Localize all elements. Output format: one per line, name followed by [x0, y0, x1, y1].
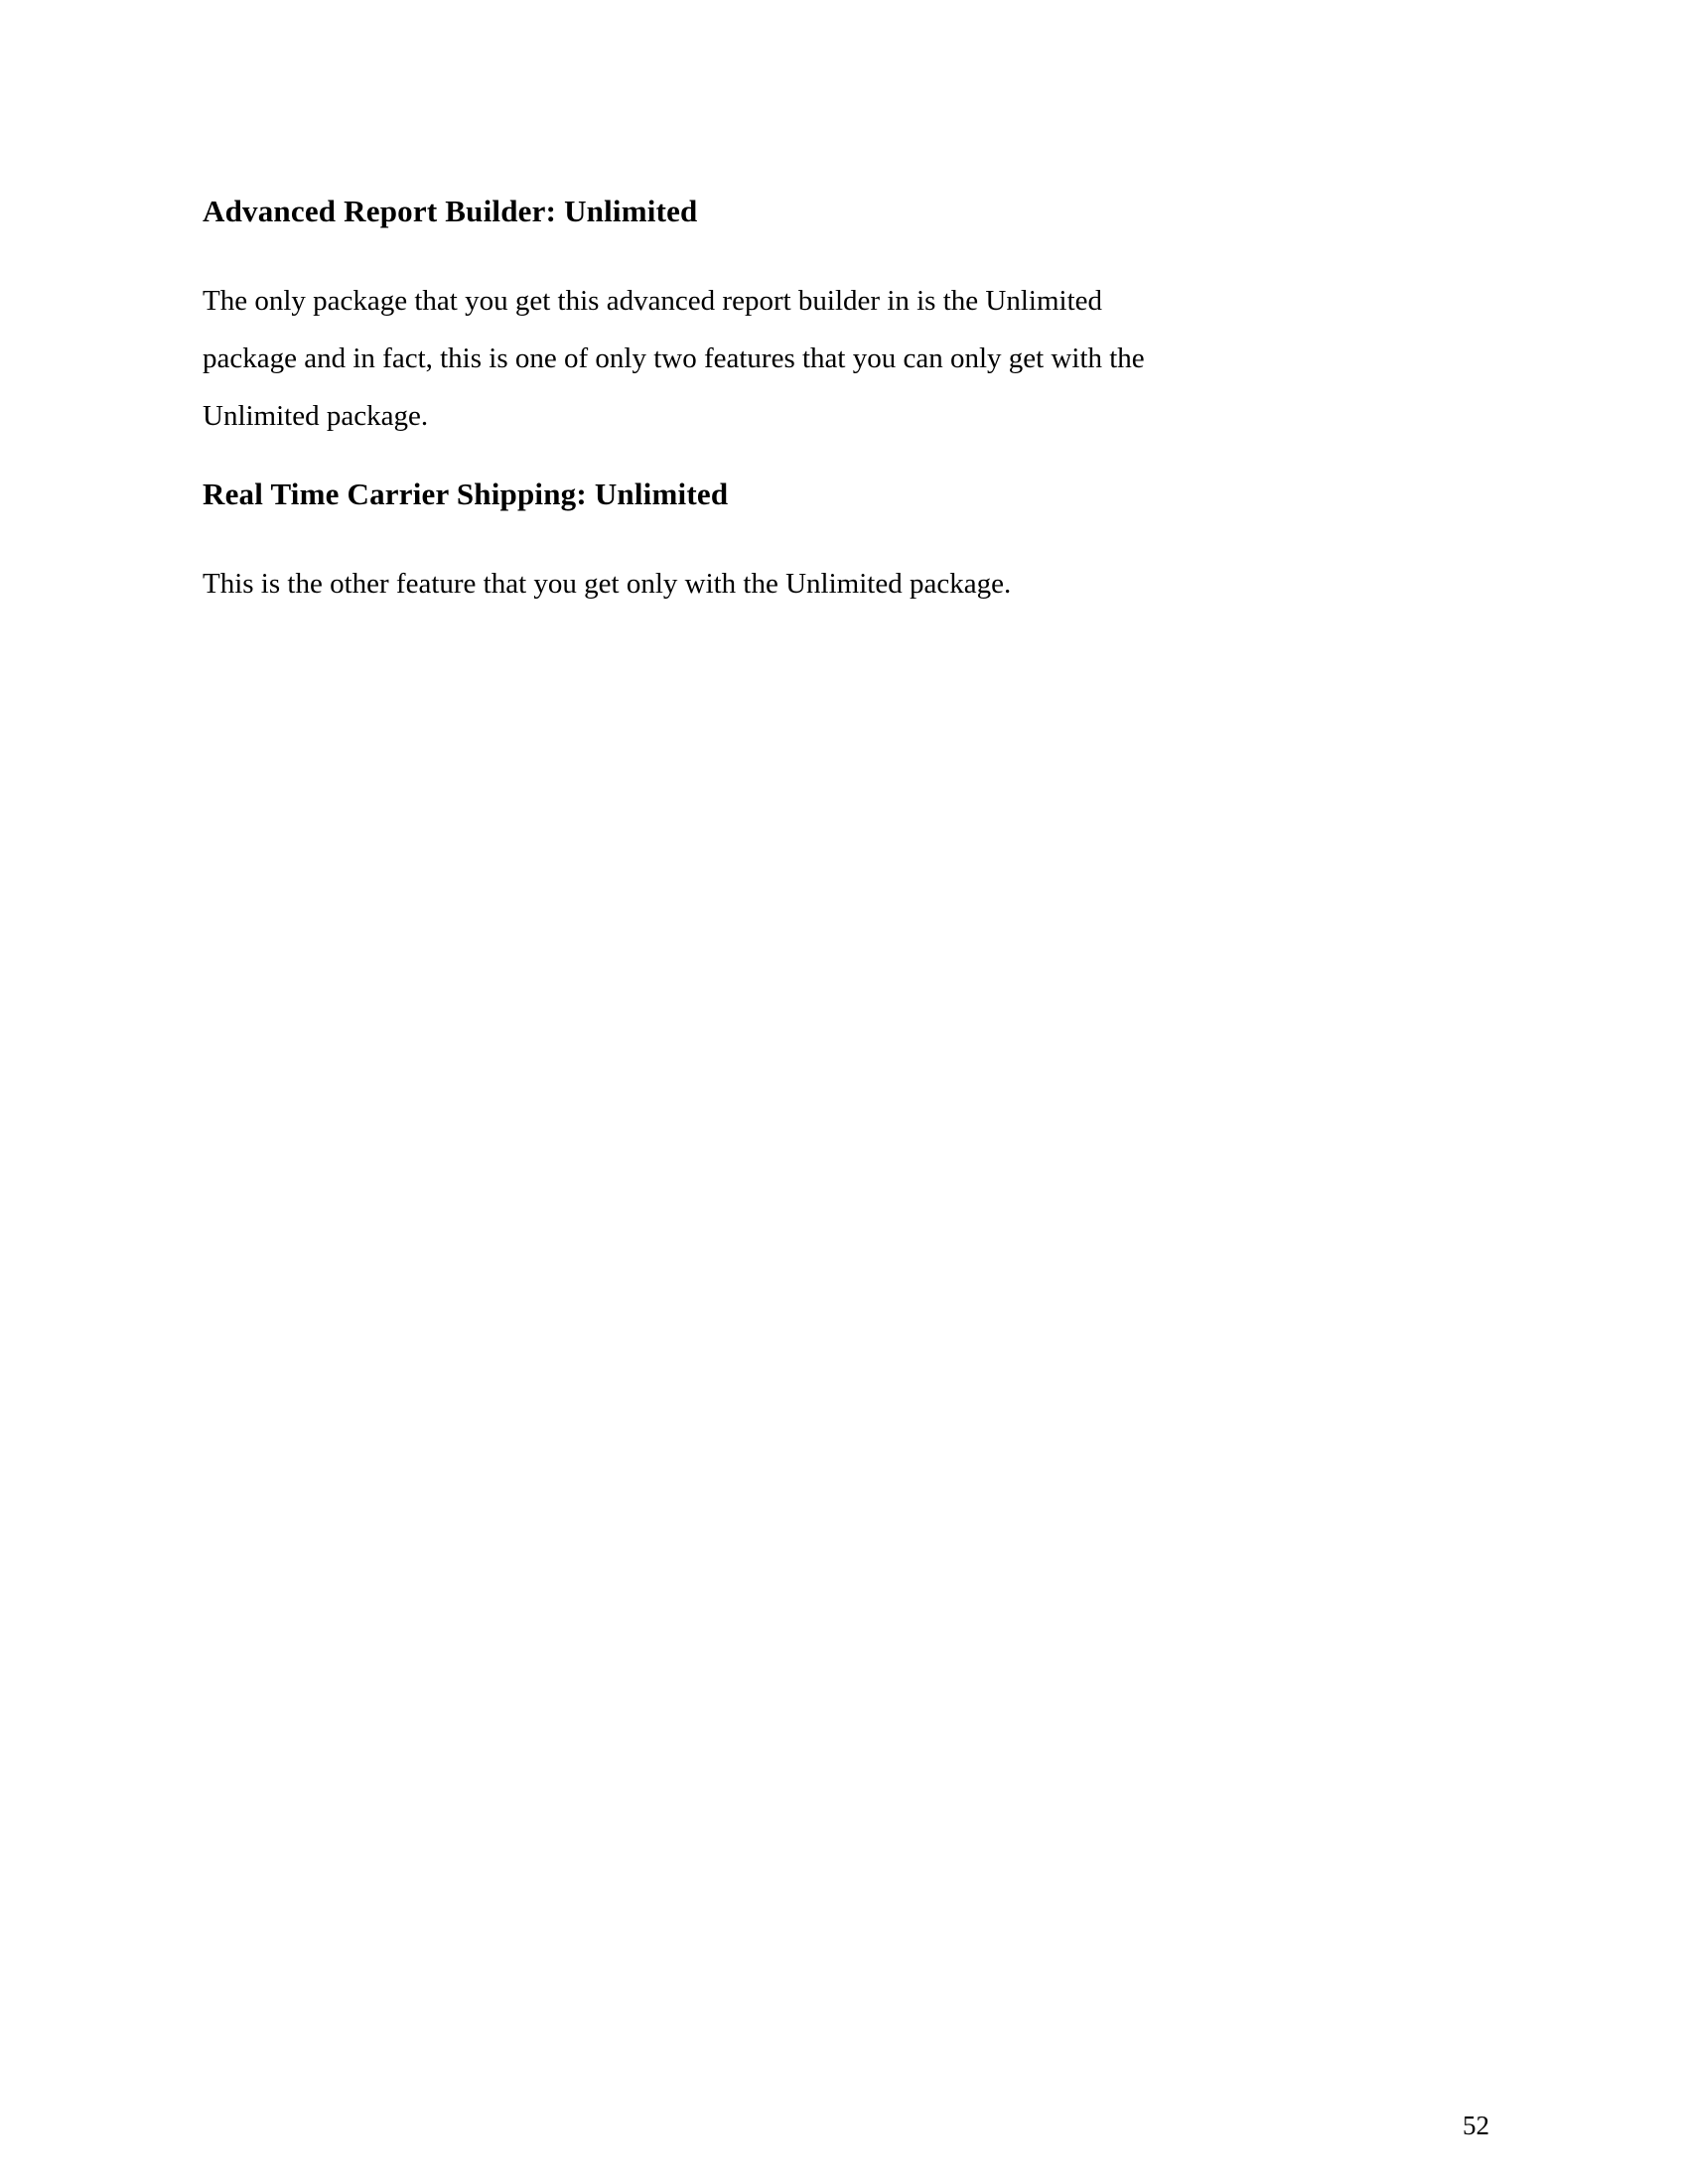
page-content: [203, 191, 1390, 613]
paragraph-line: This is the other feature that you get only with the Unlimited package.: [203, 568, 1012, 600]
section-heading-advanced-report-builder: Advanced Report Builder: Unlimited: [203, 194, 698, 228]
paragraph-line: Unlimited package.: [203, 400, 429, 432]
section-body-real-time-carrier-shipping: [203, 555, 1390, 613]
section-heading-real-time-carrier-shipping: Real Time Carrier Shipping: Unlimited: [203, 477, 729, 511]
paragraph-line: The only package that you get this advanced report builder in is the Unlimited: [203, 285, 1102, 317]
paragraph-line: package and in fact, this is one of only two features that you can only get with the: [203, 342, 1145, 374]
section-body-advanced-report-builder: [203, 272, 1390, 445]
page-number: 52: [1463, 2111, 1489, 2140]
